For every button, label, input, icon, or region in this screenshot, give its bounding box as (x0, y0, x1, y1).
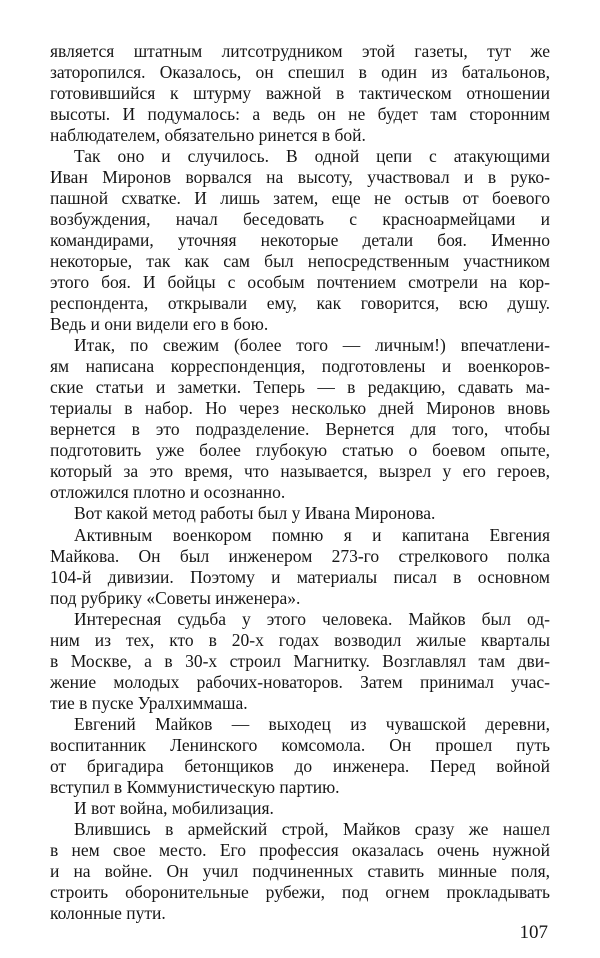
text-line: жение молодых рабочих-новаторов. Затем принимал учас- (50, 672, 550, 692)
text-line: Ведь и они видели его в бою. (50, 314, 269, 334)
text-line: вернется в это подразделение. Вернется для того, чтобы (50, 419, 550, 439)
text-line: который за это время, что называется, вызрел у его героев, (50, 461, 550, 481)
text-line: Майкова. Он был инженером 273-го стрелкового полка (50, 546, 550, 566)
text-line: 104-й дивизии. Поэтому и материалы писал в основном (50, 567, 550, 587)
text-line: респондента, открывали ему, как говорится, всю душу. (50, 293, 550, 313)
text-line: готовившийся к штурму важной в тактическом отношении (50, 83, 550, 103)
text-line: Вот какой метод работы был у Ивана Миронова. (74, 503, 436, 523)
text-line: высоты. И подумалось: а ведь он не будет там сторонним (50, 104, 550, 124)
text-line: некоторые, так как сам был непосредственным участником (50, 251, 550, 271)
text-line: Итак, по свежим (более того — личным!) впечатлени- (74, 335, 550, 355)
text-line: командирами, уточняя некоторые детали боя. Именно (50, 230, 550, 250)
text-line: Так оно и случилось. В одной цепи с атакующими (74, 146, 550, 166)
text-line: этого боя. И бойцы с особым почтением смотрели на кор- (50, 272, 550, 292)
text-line: от бригадира бетонщиков до инженера. Перед войной (50, 756, 550, 776)
text-line: териалы в набор. Но через несколько дней Миронов вновь (50, 398, 550, 418)
text-line: Евгений Майков — выходец из чувашской деревни, (74, 714, 550, 734)
text-line: тие в пуске Уралхиммаша. (50, 693, 248, 713)
text-line: в нем свое место. Его профессия оказалась очень нужной (50, 840, 550, 860)
text-line: пашной схватке. И лишь затем, еще не остыв от боевого (50, 188, 550, 208)
text-line: Интересная судьба у этого человека. Майков был од- (74, 609, 550, 629)
text-line: Иван Миронов ворвался на высоту, участвовал и в руко- (50, 167, 550, 187)
text-line: ские статьи и заметки. Теперь — в редакцию, сдавать ма- (50, 377, 550, 397)
text-line: ям написана корреспонденция, подготовлены и военкоров- (50, 356, 550, 376)
text-line: вступил в Коммунистическую партию. (50, 777, 340, 797)
text-line: подготовить уже более глубокую статью о боевом опыте, (50, 440, 550, 460)
text-line: наблюдателем, обязательно ринется в бой. (50, 125, 366, 145)
text-line: под рубрику «Советы инженера». (50, 588, 301, 608)
text-line: заторопился. Оказалось, он спешил в один из батальонов, (50, 62, 550, 82)
text-line: Влившись в армейский строй, Майков сразу же нашел (74, 819, 550, 839)
page-number: 107 (519, 922, 548, 943)
text-line: И вот война, мобилизация. (74, 798, 274, 818)
text-line: колонные пути. (50, 903, 166, 923)
text-line: является штатным литсотрудником этой газеты, тут же (50, 41, 550, 61)
text-line: в Москве, а в 30-х строил Магнитку. Возглавлял там дви- (50, 651, 550, 671)
text-line: Активным военкором помню я и капитана Евгения (74, 525, 550, 545)
text-line: ним из тех, кто в 20-х годах возводил жилые кварталы (50, 630, 550, 650)
text-line: и на войне. Он учил подчиненных ставить минные поля, (50, 861, 550, 881)
text-line: возбуждения, начал беседовать с красноармейцами и (50, 209, 550, 229)
text-line: воспитанник Ленинского комсомола. Он прошел путь (50, 735, 550, 755)
text-line: строить оборонительные рубежи, под огнем прокладывать (50, 882, 550, 902)
text-line: отложился плотно и осознанно. (50, 482, 286, 502)
